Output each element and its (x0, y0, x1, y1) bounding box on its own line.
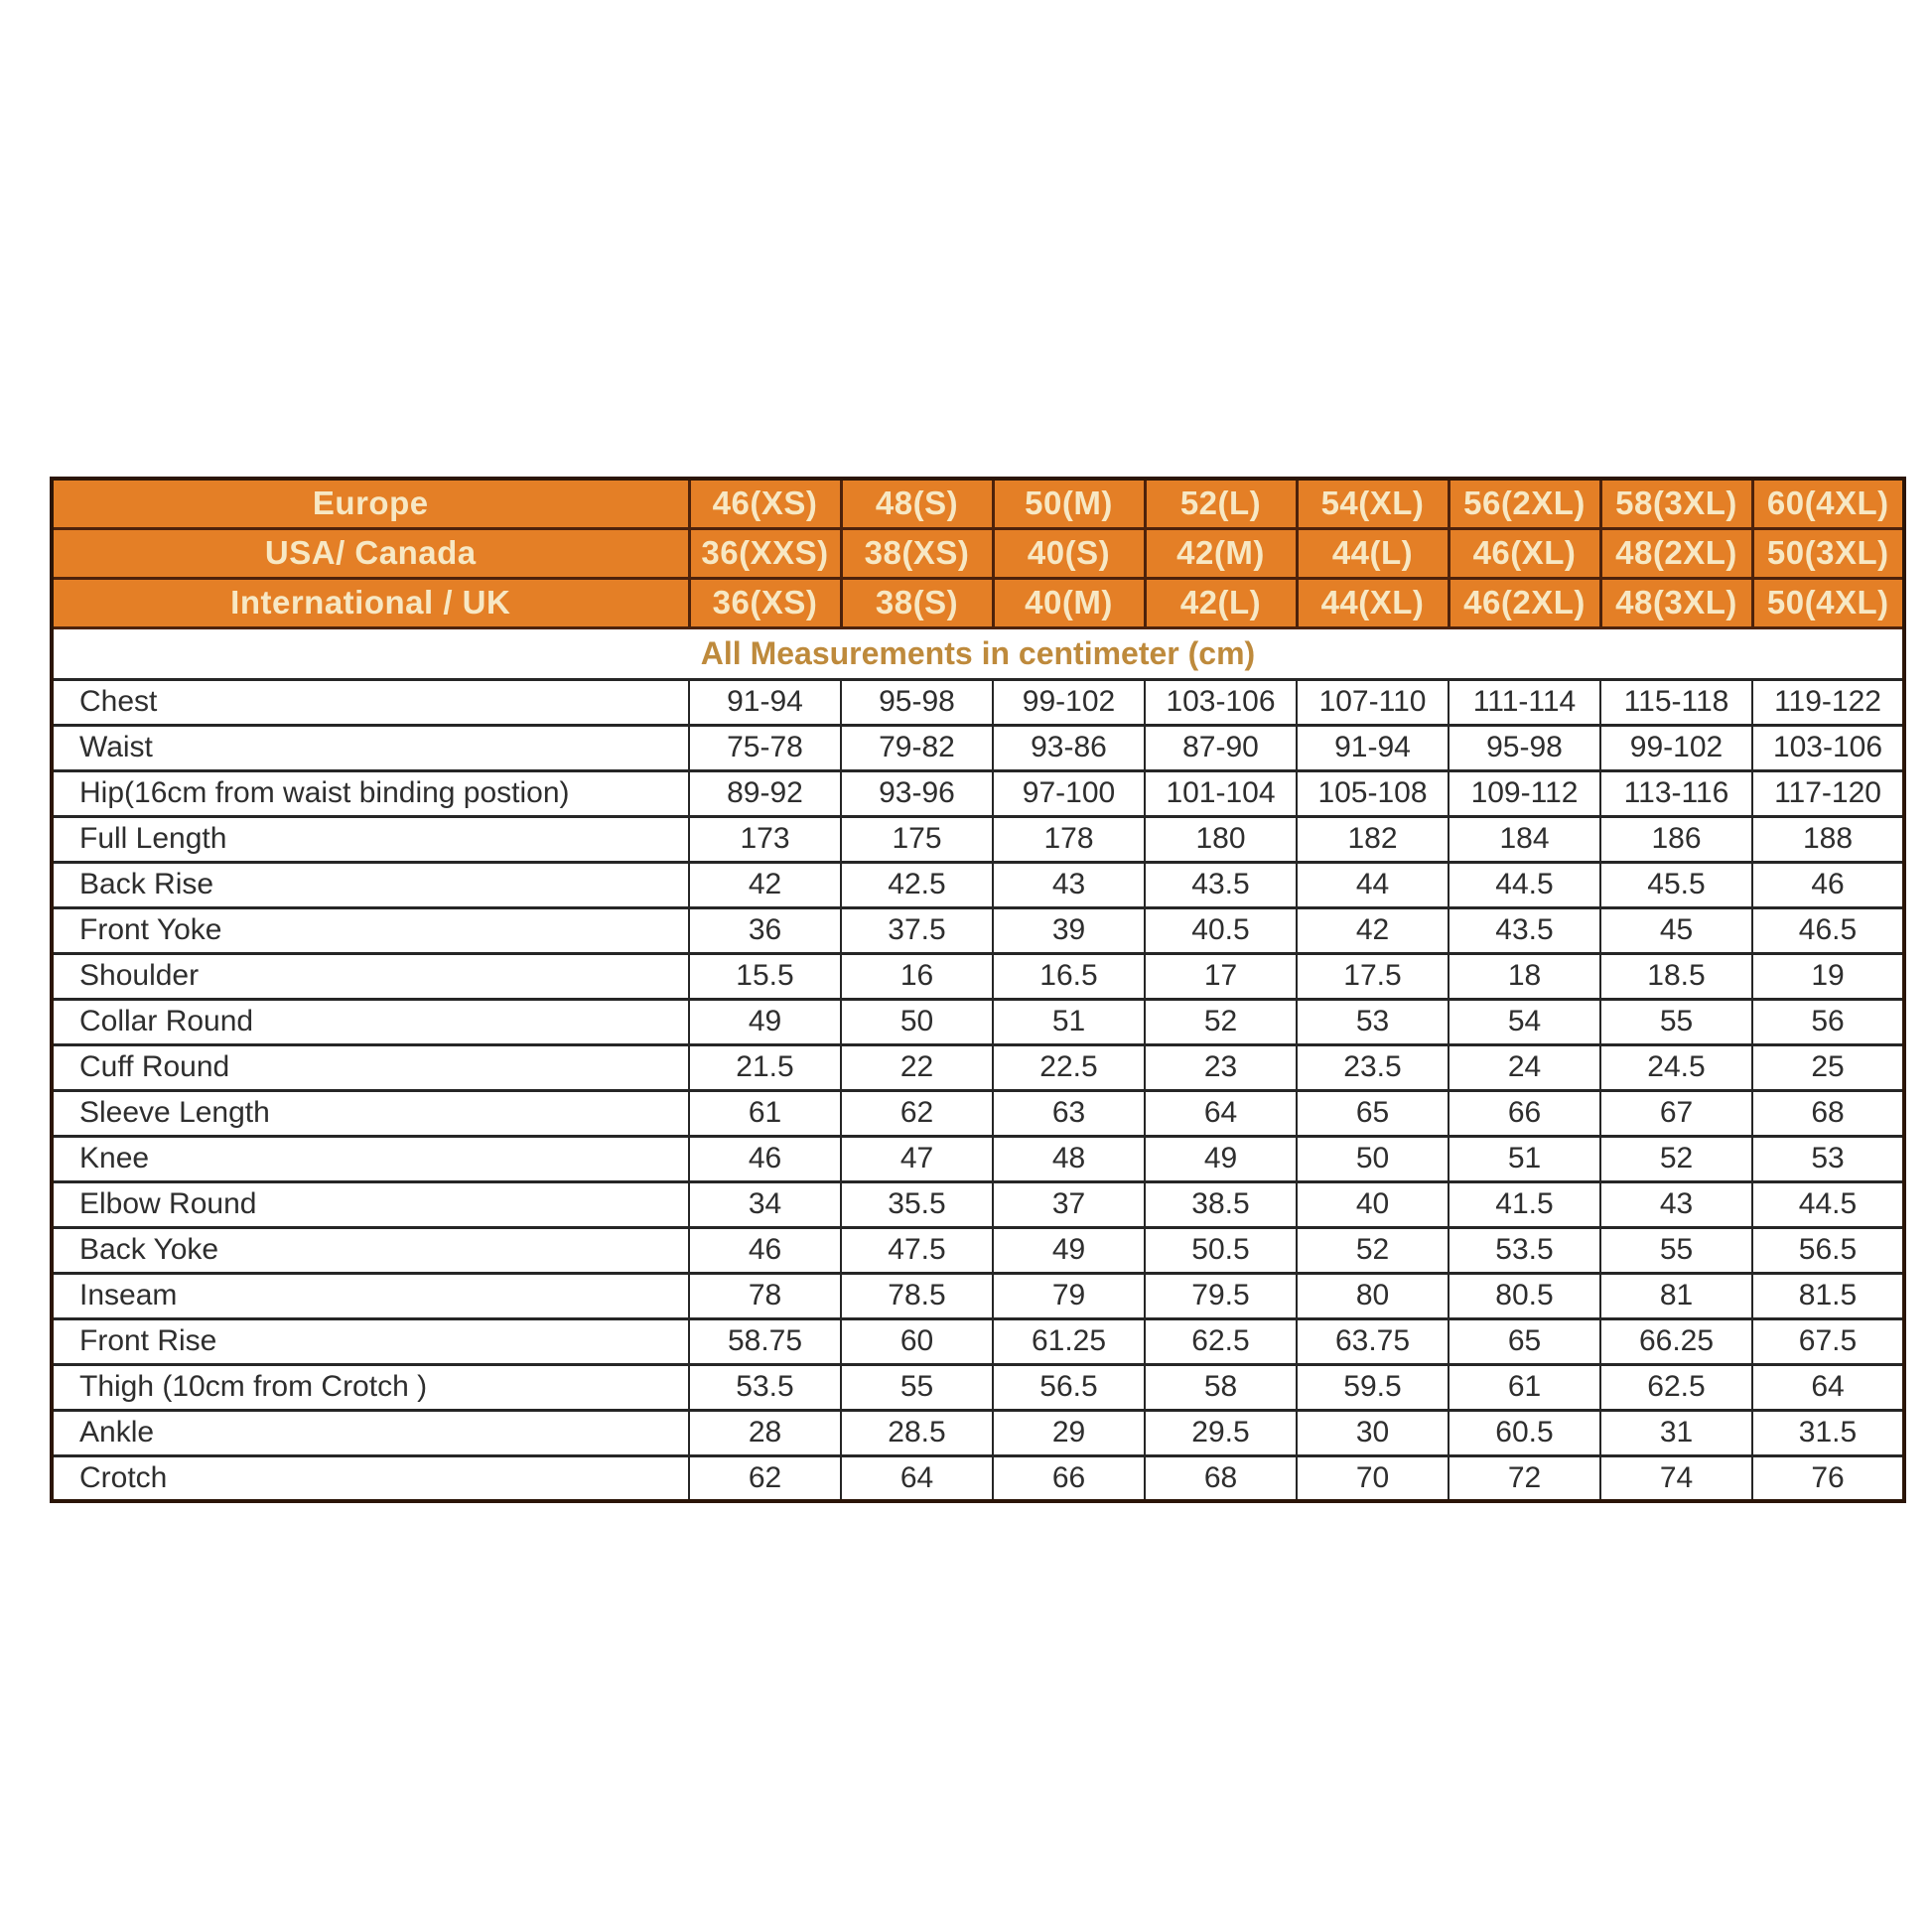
measurement-value: 16.5 (993, 953, 1145, 999)
measurement-value: 17.5 (1297, 953, 1449, 999)
measurement-value: 182 (1297, 816, 1449, 862)
measurement-value: 47.5 (841, 1227, 993, 1273)
size-system-label: Europe (52, 479, 689, 528)
measurement-value: 34 (689, 1181, 841, 1227)
size-cell: 50(3XL) (1752, 528, 1904, 578)
measurement-value: 45.5 (1600, 862, 1752, 907)
measurement-value: 44 (1297, 862, 1449, 907)
measurement-value: 113-116 (1600, 770, 1752, 816)
units-note-row (52, 627, 1904, 679)
measurement-value: 46 (689, 1136, 841, 1181)
measurement-label: Hip(16cm from waist binding postion) (52, 770, 689, 816)
measurement-value: 66 (1449, 1090, 1600, 1136)
measurement-value: 49 (993, 1227, 1145, 1273)
size-cell: 46(2XL) (1449, 578, 1600, 627)
measurement-value: 25 (1752, 1044, 1904, 1090)
measurement-value: 178 (993, 816, 1145, 862)
measurement-value: 40.5 (1145, 907, 1297, 953)
measurement-value: 117-120 (1752, 770, 1904, 816)
measurement-value: 66.25 (1600, 1318, 1752, 1364)
size-header-row (52, 528, 1904, 578)
size-cell: 40(M) (993, 578, 1145, 627)
measurement-value: 105-108 (1297, 770, 1449, 816)
measurement-value: 81 (1600, 1273, 1752, 1318)
measurement-value: 42.5 (841, 862, 993, 907)
measurement-value: 50 (841, 999, 993, 1044)
measurement-value: 62.5 (1600, 1364, 1752, 1410)
measurement-row (52, 862, 1904, 907)
measurement-value: 17 (1145, 953, 1297, 999)
size-cell: 50(M) (993, 479, 1145, 528)
measurement-value: 63.75 (1297, 1318, 1449, 1364)
measurement-label: Collar Round (52, 999, 689, 1044)
units-note: All Measurements in centimeter (cm) (52, 627, 1904, 679)
measurement-value: 18 (1449, 953, 1600, 999)
measurement-row (52, 1136, 1904, 1181)
measurement-value: 56.5 (993, 1364, 1145, 1410)
measurement-value: 52 (1297, 1227, 1449, 1273)
measurement-value: 49 (1145, 1136, 1297, 1181)
measurement-value: 89-92 (689, 770, 841, 816)
measurement-value: 56 (1752, 999, 1904, 1044)
measurement-value: 62 (689, 1455, 841, 1501)
measurement-value: 64 (841, 1455, 993, 1501)
measurement-value: 61.25 (993, 1318, 1145, 1364)
measurement-value: 78.5 (841, 1273, 993, 1318)
measurement-value: 99-102 (1600, 725, 1752, 770)
measurement-label: Cuff Round (52, 1044, 689, 1090)
measurement-value: 95-98 (841, 679, 993, 725)
measurement-value: 58.75 (689, 1318, 841, 1364)
measurement-value: 15.5 (689, 953, 841, 999)
measurement-value: 65 (1297, 1090, 1449, 1136)
measurement-value: 19 (1752, 953, 1904, 999)
measurement-value: 115-118 (1600, 679, 1752, 725)
measurement-value: 180 (1145, 816, 1297, 862)
measurement-value: 49 (689, 999, 841, 1044)
measurement-value: 65 (1449, 1318, 1600, 1364)
measurement-label: Inseam (52, 1273, 689, 1318)
measurement-value: 111-114 (1449, 679, 1600, 725)
measurement-value: 103-106 (1145, 679, 1297, 725)
measurement-value: 81.5 (1752, 1273, 1904, 1318)
measurement-value: 76 (1752, 1455, 1904, 1501)
measurement-label: Waist (52, 725, 689, 770)
measurement-value: 80 (1297, 1273, 1449, 1318)
measurement-value: 61 (1449, 1364, 1600, 1410)
measurement-value: 59.5 (1297, 1364, 1449, 1410)
measurement-value: 87-90 (1145, 725, 1297, 770)
size-cell: 42(M) (1145, 528, 1297, 578)
measurement-row (52, 1181, 1904, 1227)
measurement-label: Chest (52, 679, 689, 725)
size-cell: 46(XL) (1449, 528, 1600, 578)
measurement-value: 186 (1600, 816, 1752, 862)
size-cell: 48(2XL) (1600, 528, 1752, 578)
measurement-value: 68 (1145, 1455, 1297, 1501)
measurement-label: Ankle (52, 1410, 689, 1455)
measurement-value: 29.5 (1145, 1410, 1297, 1455)
size-cell: 48(S) (841, 479, 993, 528)
measurement-value: 52 (1145, 999, 1297, 1044)
measurement-value: 31.5 (1752, 1410, 1904, 1455)
measurement-value: 75-78 (689, 725, 841, 770)
measurement-value: 55 (841, 1364, 993, 1410)
measurement-label: Back Rise (52, 862, 689, 907)
measurement-value: 64 (1752, 1364, 1904, 1410)
measurement-value: 53 (1297, 999, 1449, 1044)
measurement-value: 46.5 (1752, 907, 1904, 953)
measurement-value: 29 (993, 1410, 1145, 1455)
measurement-value: 38.5 (1145, 1181, 1297, 1227)
measurement-value: 188 (1752, 816, 1904, 862)
measurement-value: 175 (841, 816, 993, 862)
measurement-value: 80.5 (1449, 1273, 1600, 1318)
measurement-value: 99-102 (993, 679, 1145, 725)
measurement-value: 50 (1297, 1136, 1449, 1181)
measurement-value: 16 (841, 953, 993, 999)
measurement-value: 23 (1145, 1044, 1297, 1090)
measurement-value: 62.5 (1145, 1318, 1297, 1364)
measurement-value: 30 (1297, 1410, 1449, 1455)
measurement-value: 64 (1145, 1090, 1297, 1136)
measurement-value: 35.5 (841, 1181, 993, 1227)
measurement-value: 67.5 (1752, 1318, 1904, 1364)
size-cell: 48(3XL) (1600, 578, 1752, 627)
size-cell: 40(S) (993, 528, 1145, 578)
measurement-label: Full Length (52, 816, 689, 862)
measurement-value: 44.5 (1752, 1181, 1904, 1227)
measurement-value: 52 (1600, 1136, 1752, 1181)
measurement-row (52, 816, 1904, 862)
size-chart-table (50, 477, 1906, 1503)
measurement-row (52, 1044, 1904, 1090)
measurement-value: 31 (1600, 1410, 1752, 1455)
measurement-value: 53.5 (1449, 1227, 1600, 1273)
measurement-value: 43.5 (1145, 862, 1297, 907)
measurement-value: 62 (841, 1090, 993, 1136)
measurement-value: 50.5 (1145, 1227, 1297, 1273)
size-cell: 44(XL) (1297, 578, 1449, 627)
measurement-value: 18.5 (1600, 953, 1752, 999)
measurement-value: 46 (1752, 862, 1904, 907)
measurement-value: 53 (1752, 1136, 1904, 1181)
size-cell: 50(4XL) (1752, 578, 1904, 627)
measurement-row (52, 679, 1904, 725)
measurement-value: 184 (1449, 816, 1600, 862)
size-cell: 44(L) (1297, 528, 1449, 578)
measurement-value: 93-96 (841, 770, 993, 816)
measurement-value: 28 (689, 1410, 841, 1455)
measurement-value: 40 (1297, 1181, 1449, 1227)
measurement-value: 24 (1449, 1044, 1600, 1090)
measurement-value: 44.5 (1449, 862, 1600, 907)
measurement-value: 51 (1449, 1136, 1600, 1181)
measurement-value: 74 (1600, 1455, 1752, 1501)
measurement-value: 41.5 (1449, 1181, 1600, 1227)
size-cell: 60(4XL) (1752, 479, 1904, 528)
measurement-value: 23.5 (1297, 1044, 1449, 1090)
measurement-value: 55 (1600, 999, 1752, 1044)
measurement-value: 21.5 (689, 1044, 841, 1090)
measurement-row (52, 1318, 1904, 1364)
measurement-value: 42 (689, 862, 841, 907)
measurement-label: Thigh (10cm from Crotch ) (52, 1364, 689, 1410)
measurement-row (52, 999, 1904, 1044)
measurement-value: 45 (1600, 907, 1752, 953)
measurement-value: 48 (993, 1136, 1145, 1181)
measurement-value: 97-100 (993, 770, 1145, 816)
measurement-row (52, 953, 1904, 999)
measurement-value: 42 (1297, 907, 1449, 953)
measurement-value: 28.5 (841, 1410, 993, 1455)
size-header-row (52, 479, 1904, 528)
measurement-label: Crotch (52, 1455, 689, 1501)
measurement-row (52, 1410, 1904, 1455)
size-cell: 38(XS) (841, 528, 993, 578)
measurement-row (52, 770, 1904, 816)
measurement-value: 43.5 (1449, 907, 1600, 953)
measurement-value: 24.5 (1600, 1044, 1752, 1090)
size-cell: 54(XL) (1297, 479, 1449, 528)
measurement-value: 68 (1752, 1090, 1904, 1136)
measurement-value: 72 (1449, 1455, 1600, 1501)
measurement-value: 43 (1600, 1181, 1752, 1227)
measurement-row (52, 1455, 1904, 1501)
measurement-label: Knee (52, 1136, 689, 1181)
measurement-value: 60.5 (1449, 1410, 1600, 1455)
measurement-value: 36 (689, 907, 841, 953)
measurement-value: 79.5 (1145, 1273, 1297, 1318)
size-cell: 42(L) (1145, 578, 1297, 627)
measurement-value: 22.5 (993, 1044, 1145, 1090)
measurement-label: Shoulder (52, 953, 689, 999)
measurement-value: 54 (1449, 999, 1600, 1044)
measurement-row (52, 907, 1904, 953)
measurement-label: Sleeve Length (52, 1090, 689, 1136)
measurement-value: 79-82 (841, 725, 993, 770)
measurement-value: 60 (841, 1318, 993, 1364)
measurement-value: 103-106 (1752, 725, 1904, 770)
measurement-row (52, 1090, 1904, 1136)
measurement-value: 93-86 (993, 725, 1145, 770)
size-cell: 36(XXS) (689, 528, 841, 578)
measurement-label: Front Yoke (52, 907, 689, 953)
size-cell: 38(S) (841, 578, 993, 627)
measurement-row (52, 725, 1904, 770)
measurement-value: 55 (1600, 1227, 1752, 1273)
measurement-value: 66 (993, 1455, 1145, 1501)
measurement-value: 56.5 (1752, 1227, 1904, 1273)
measurement-label: Back Yoke (52, 1227, 689, 1273)
measurement-value: 37.5 (841, 907, 993, 953)
measurement-value: 67 (1600, 1090, 1752, 1136)
measurement-value: 79 (993, 1273, 1145, 1318)
measurement-value: 101-104 (1145, 770, 1297, 816)
measurement-row (52, 1273, 1904, 1318)
measurement-value: 78 (689, 1273, 841, 1318)
measurement-value: 51 (993, 999, 1145, 1044)
measurement-label: Front Rise (52, 1318, 689, 1364)
measurement-value: 58 (1145, 1364, 1297, 1410)
measurement-value: 37 (993, 1181, 1145, 1227)
measurement-value: 46 (689, 1227, 841, 1273)
size-system-label: USA/ Canada (52, 528, 689, 578)
measurement-value: 173 (689, 816, 841, 862)
measurement-value: 95-98 (1449, 725, 1600, 770)
measurement-value: 61 (689, 1090, 841, 1136)
measurement-value: 47 (841, 1136, 993, 1181)
measurement-value: 91-94 (689, 679, 841, 725)
measurement-value: 70 (1297, 1455, 1449, 1501)
measurement-row (52, 1227, 1904, 1273)
measurement-row (52, 1364, 1904, 1410)
measurement-value: 39 (993, 907, 1145, 953)
size-header-row (52, 578, 1904, 627)
size-cell: 52(L) (1145, 479, 1297, 528)
measurement-value: 53.5 (689, 1364, 841, 1410)
measurement-label: Elbow Round (52, 1181, 689, 1227)
measurement-value: 63 (993, 1090, 1145, 1136)
measurement-value: 91-94 (1297, 725, 1449, 770)
size-system-label: International / UK (52, 578, 689, 627)
measurement-value: 22 (841, 1044, 993, 1090)
size-cell: 56(2XL) (1449, 479, 1600, 528)
size-cell: 58(3XL) (1600, 479, 1752, 528)
size-cell: 46(XS) (689, 479, 841, 528)
size-cell: 36(XS) (689, 578, 841, 627)
measurement-value: 43 (993, 862, 1145, 907)
measurement-value: 109-112 (1449, 770, 1600, 816)
measurement-value: 107-110 (1297, 679, 1449, 725)
measurement-value: 119-122 (1752, 679, 1904, 725)
